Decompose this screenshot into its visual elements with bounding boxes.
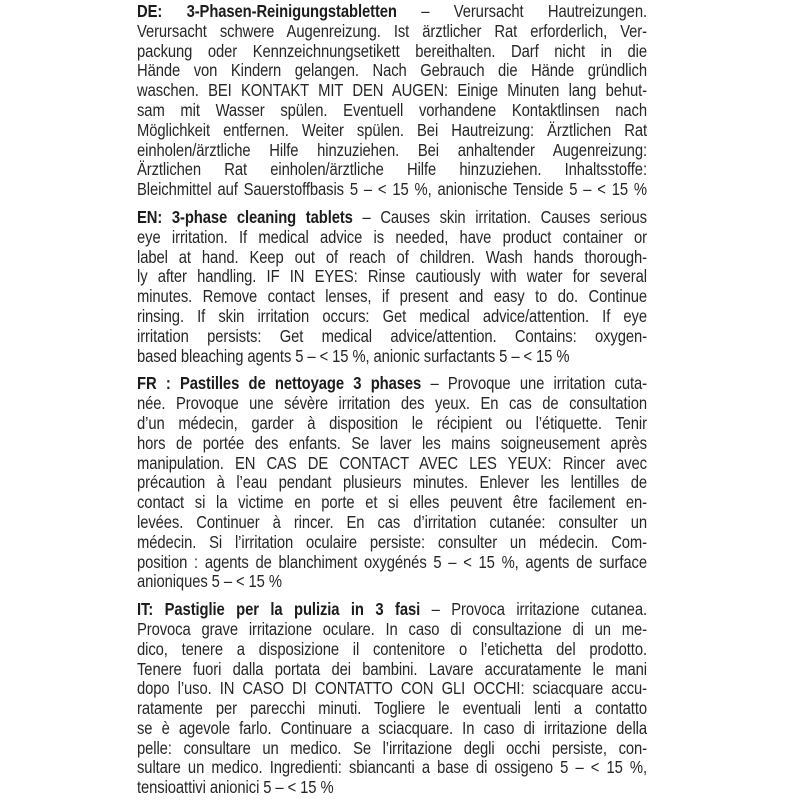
section-heading: EN: 3-phase cleaning tablets: [137, 206, 353, 227]
section-it: [137, 600, 647, 798]
safety-label: [137, 2, 647, 806]
section-heading: IT: Pastiglie per la pulizia in 3 fasi: [137, 599, 421, 620]
text-line: position : agents de blanchiment oxygénés 5 – < 15 %, agents de surface: [137, 551, 647, 572]
text-line: based bleaching agents 5 – < 15 %, anionic surfactants 5 – < 15 %: [137, 345, 570, 366]
section-fr: [137, 374, 647, 592]
text-line: packung oder Kennzeichnungsetikett bereithalten. Darf nicht in die: [137, 40, 647, 61]
section-text: – Provoque une irritation cuta-: [421, 373, 647, 394]
text-line: hors de portée des enfants. Se laver les mains soigneusement après: [137, 432, 647, 453]
section-first-line: [137, 600, 647, 620]
text-line: einholen/ärztliche Hilfe hinzuziehen. Bei anhaltender Augenreizung:: [137, 139, 647, 160]
text-line: manipulation. EN CAS DE CONTACT AVEC LES YEUX: Rincer avec: [137, 452, 647, 473]
section-heading: DE: 3-Phasen-Reinigungstabletten: [137, 1, 397, 21]
section-de: [137, 2, 647, 200]
section-text: – Causes skin irritation. Causes serious: [352, 206, 647, 227]
text-line: ly after handling. IF IN EYES: Rinse cautiously with water for several: [137, 266, 647, 287]
text-line: dopo l’uso. IN CASO DI CONTATTO CON GLI OCCHI: sciacquare accu-: [137, 678, 647, 699]
text-line: anioniques 5 – < 15 %: [137, 571, 282, 592]
text-line: née. Provoque une sévère irritation des yeux. En cas de consultation: [137, 393, 647, 414]
text-line: Tenere fuori dalla portata dei bambini. Lavare accuratamente le mani: [137, 658, 647, 679]
section-text: – Verursacht Hautreizungen.: [396, 1, 647, 21]
text-line: Möglichkeit entfernen. Weiter spülen. Bei Hautreizung: Ärztlichen Rat: [137, 119, 647, 140]
text-line: sultare un medico. Ingredienti: sbiancanti a base di ossigeno 5 – < 15 %,: [137, 757, 647, 778]
text-line: Ärztlichen Rat einholen/ärztliche Hilfe hinzuziehen. Inhaltsstoffe:: [137, 159, 647, 180]
text-line: label at hand. Keep out of reach of children. Wash hands thorough-: [137, 246, 647, 267]
text-line: contact si la victime en porte et si elles peuvent être facilement en-: [137, 492, 647, 513]
text-line: rinsing. If skin irritation occurs: Get medical advice/attention. If eye: [137, 305, 647, 326]
text-line: médecin. Si l’irritation oculaire persiste: consulter un médecin. Com-: [137, 531, 647, 552]
text-line: eye irritation. If medical advice is needed, have product container or: [137, 226, 647, 247]
text-line: précaution à l’eau pendant plusieurs minutes. Enlever les lentilles de: [137, 472, 647, 493]
section-first-line: [137, 208, 647, 228]
text-line: minutes. Remove contact lenses, if present and easy to do. Continue: [137, 286, 647, 307]
text-line: se è agevole farlo. Continuare a sciacquare. In caso di irritazione della: [137, 717, 647, 738]
section-first-line: [137, 374, 647, 394]
section-first-line: [137, 2, 647, 22]
text-line: dico, tenere a disposizione il contenitore o l’etichetta del prodotto.: [137, 638, 647, 659]
text-line: ratamente per parecchi minuti. Togliere le eventuali lenti a contatto: [137, 698, 647, 719]
section-text: – Provoca irritazione cutanea.: [420, 599, 647, 620]
text-line: Hände von Kindern gelangen. Nach Gebrauch die Hände gründlich: [137, 60, 647, 81]
text-line: sam mit Wasser spülen. Eventuell vorhandene Kontaktlinsen nach: [137, 99, 647, 120]
section-en: [137, 208, 647, 366]
text-line: tensioattivi anionici 5 – < 15 %: [137, 777, 334, 798]
section-heading: FR : Pastilles de nettoyage 3 phases: [137, 373, 422, 394]
text-line: Bleichmittel auf Sauerstoffbasis 5 – < 15 %, anionische Tenside 5 – < 15 %: [137, 179, 647, 200]
text-line: irritation persists: Get medical advice/attention. Contains: oxygen-: [137, 325, 647, 346]
text-line: pelle: consultare un medico. Se l’irritazione degli occhi persiste, con-: [137, 737, 647, 758]
text-line: d’un médecin, garder à disposition le récipient ou l’étiquette. Tenir: [137, 412, 647, 433]
text-line: Verursacht schwere Augenreizung. Ist ärztlicher Rat erforderlich, Ver-: [137, 20, 647, 41]
text-line: Provoca grave irritazione oculare. In caso di consultazione di un me-: [137, 618, 647, 639]
text-line: waschen. BEI KONTAKT MIT DEN AUGEN: Einige Minuten lang behut-: [137, 80, 647, 101]
text-line: levées. Continuer à rincer. En cas d’irritation cutanée: consulter un: [137, 511, 647, 532]
